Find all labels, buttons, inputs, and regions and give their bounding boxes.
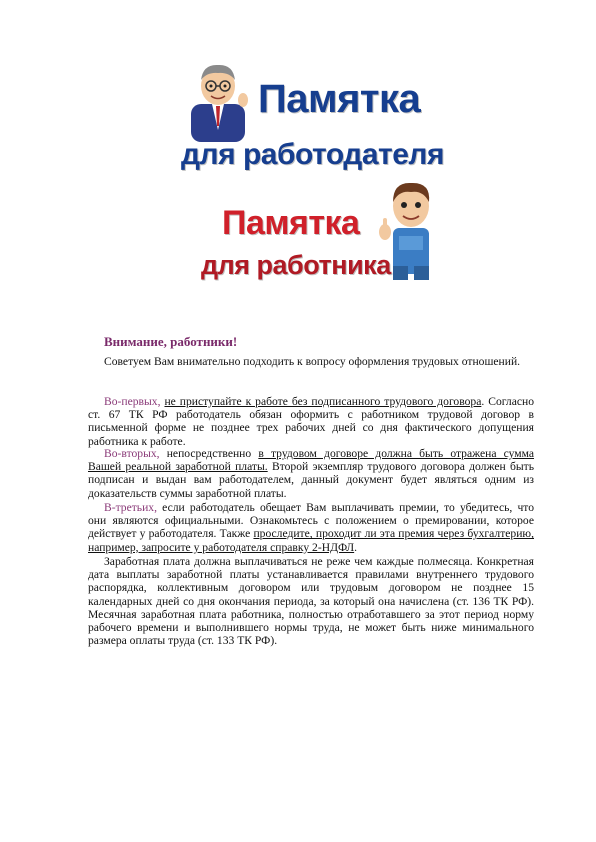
paragraph-first — [88, 395, 534, 448]
paragraph-second-underlined: в трудовом договоре должна быть отражена сумма Вашей реальной заработной платы. — [88, 447, 535, 474]
paragraph-wages — [88, 555, 534, 647]
paragraph-wages-text: Заработная плата должна выплачиваться не реже чем каждые полмесяца. Конкретная дата выплаты заработной платы устанавливается правилами внутреннего трудового распорядка, коллективным договором или трудовым договором не позднее 15 календарных дней со дня окончания периода, за который она начислена (ст. 136 ТК РФ). Месячная заработная плата работника, полностью отработавшего за этот период норму рабочего времени и выполнившего нормы труда, не может быть ниже минимального размера оплаты труда (ст. 133 ТК РФ). — [88, 555, 534, 648]
paragraph-second — [88, 447, 534, 500]
banner-title-employee-2: для работника — [201, 250, 391, 280]
paragraph-third-underlined: проследите, проходит ли эта премия через бухгалтерию, например, запросите у работодателя справку 2-НДФЛ — [88, 527, 534, 554]
paragraph-intro — [88, 355, 534, 368]
paragraph-third — [88, 501, 534, 554]
paragraph-first-lead: Во-первых, — [104, 395, 161, 408]
banner-title-employee-1: Памятка — [222, 204, 360, 242]
paragraph-second-lead: Во-вторых, — [104, 447, 160, 460]
paragraph-first-rest: . Согласно ст. 67 ТК РФ работодатель обязан оформить с работником трудовой договор в письменной форме не позднее трех рабочих дней со дня фактического допущения работника к работе. — [88, 395, 534, 448]
paragraph-second-rest: Второй экземпляр трудового договора должен быть подписан и выдан вам работодателем, данный документ будет являться одним из доказательств суммы заработной платы. — [88, 460, 534, 500]
paragraph-third-lead: В-третьих, — [104, 501, 157, 514]
businessman-illustration — [183, 60, 253, 142]
paragraph-first-underlined: не приступайте к работе без подписанного трудового договора — [164, 395, 482, 408]
banner-title-employer-2: для работодателя — [181, 138, 444, 171]
paragraph-intro-text: Советуем Вам внимательно подходить к вопросу оформления трудовых отношений. — [104, 355, 521, 368]
paragraph-third-rest: . — [354, 540, 358, 554]
paragraph-third-pre: если работодатель обещает Вам выплачивать премии, то убедитесь, что они являются официальными. Ознакомьтесь с положением о премировании, которое действует у работодателя. Также — [88, 501, 534, 541]
paragraph-second-pre: непосредственно — [159, 447, 259, 460]
banner-title-employer-1: Памятка — [258, 77, 421, 121]
page-heading: Внимание, работники! — [104, 334, 238, 349]
